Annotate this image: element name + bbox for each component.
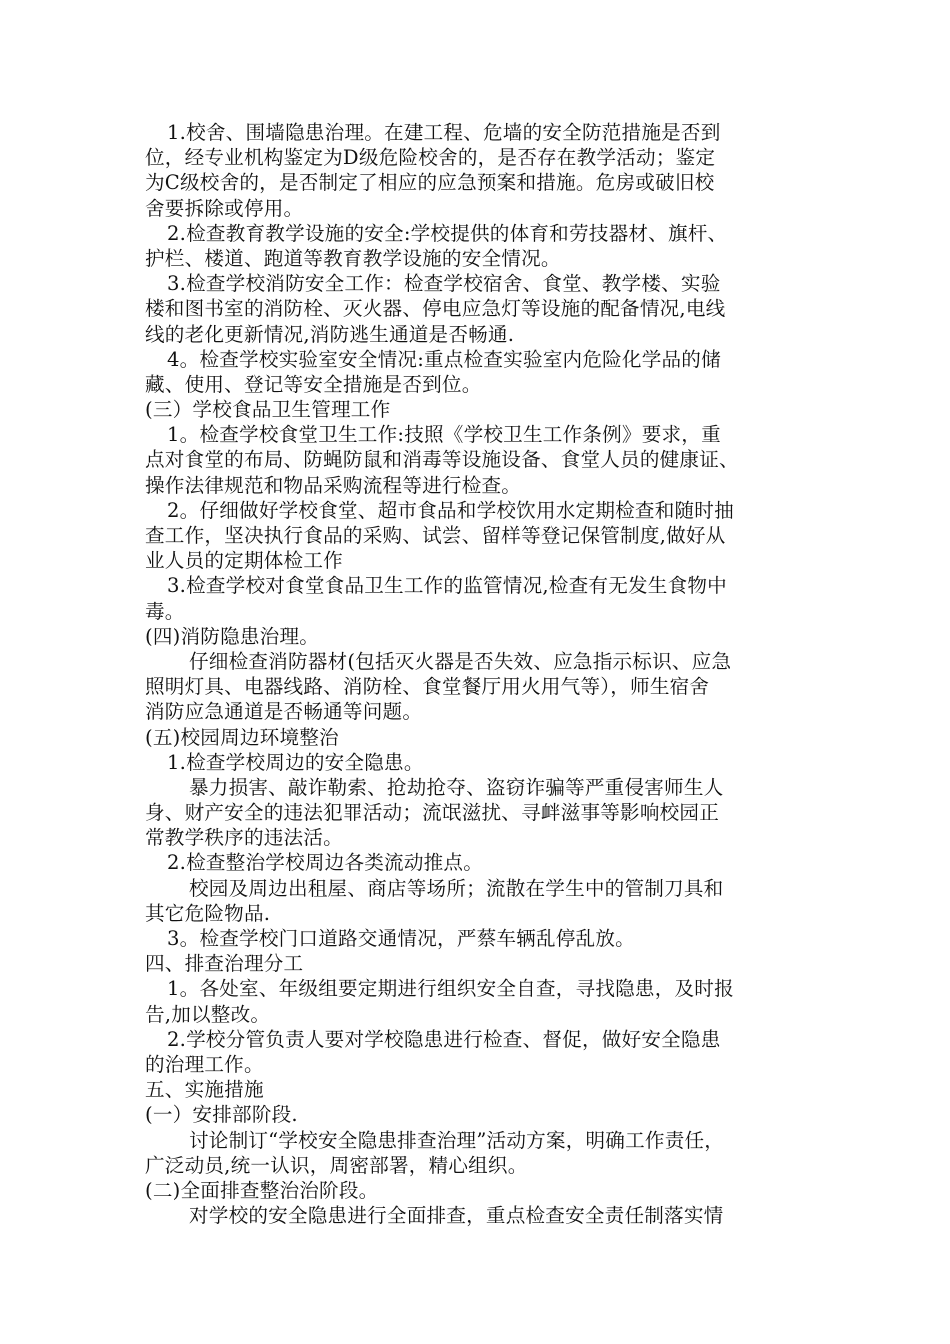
text-line: 1.检查学校周边的安全隐患。 bbox=[167, 750, 424, 774]
text-line: 3.检查学校对食堂食品卫生工作的监管情况,检查有无发生食物中 bbox=[167, 574, 727, 598]
text-line: 的治理工作。 bbox=[145, 1052, 264, 1076]
text-line: 业人员的定期体检工作 bbox=[145, 549, 343, 573]
text-line: 常教学秩序的违法活。 bbox=[145, 826, 343, 850]
text-line: 4。检查学校实验室安全情况:重点检查实验室内危险化学品的储 bbox=[167, 347, 721, 371]
text-line: 广泛动员,统一认识，周密部署，精心组织。 bbox=[145, 1153, 528, 1177]
text-line: (四)消防隐患治理。 bbox=[145, 624, 320, 648]
text-line: 3。检查学校门口道路交通情况，严蔡车辆乱停乱放。 bbox=[167, 927, 635, 950]
text-line: 楼和图书室的消防栓、灭火器、停电应急灯等设施的配备情况,电线 bbox=[145, 297, 726, 321]
text-line: 舍要拆除或停用。 bbox=[145, 196, 304, 220]
text-line: 仔细检查消防器材(包括灭火器是否失效、应急指示标识、应急 bbox=[189, 649, 732, 673]
text-line: 消防应急通道是否畅通等问题。 bbox=[145, 700, 423, 724]
text-line: (五)校园周边环境整治 bbox=[145, 725, 339, 749]
text-line: 2。仔细做好学校食堂、超市食品和学校饮用水定期检查和随时抽 bbox=[167, 498, 734, 522]
text-line: 位，经专业机构鉴定为D级危险校舍的，是否存在教学活动；鉴定 bbox=[145, 146, 716, 170]
text-line: 3.检查学校消防安全工作：检查学校宿舍、食堂、教学楼、实验 bbox=[167, 272, 721, 296]
text-line: 暴力损害、敲诈勒索、抢劫抢夺、盗窃诈骗等严重侵害师生人 bbox=[189, 775, 724, 799]
text-line: (二)全面排查整治治阶段。 bbox=[145, 1178, 379, 1202]
text-line: 为C级校舍的，是否制定了相应的应急预案和措施。危房或破旧校 bbox=[145, 171, 715, 195]
text-line: 告,加以整改。 bbox=[145, 1002, 271, 1026]
text-line: 1.校舍、围墙隐患治理。在建工程、危墙的安全防范措施是否到 bbox=[167, 121, 721, 144]
text-line: 其它危险物品. bbox=[145, 901, 271, 925]
text-line: (三）学校食品卫生管理工作 bbox=[145, 398, 391, 422]
text-line: 1。各处室、年级组要定期进行组织安全自查，寻找隐患，及时报 bbox=[167, 977, 734, 1001]
text-line: (一）安排部阶段. bbox=[145, 1103, 298, 1127]
text-line: 校园及周边出租屋、商店等场所；流散在学生中的管制刀具和 bbox=[189, 876, 724, 900]
document-body bbox=[145, 120, 810, 1228]
text-line: 查工作，坚决执行食品的采购、试尝、留样等登记保管制度,做好从 bbox=[145, 524, 726, 547]
text-line: 2.学校分管负责人要对学校隐患进行检查、督促，做好安全隐患 bbox=[167, 1027, 721, 1051]
text-line: 四、排查治理分工 bbox=[145, 952, 304, 976]
text-line: 五、实施措施 bbox=[145, 1078, 264, 1102]
text-line: 毒。 bbox=[145, 599, 185, 623]
text-line: 身、财产安全的违法犯罪活动；流氓滋扰、寻衅滋事等影响校园正 bbox=[145, 801, 720, 825]
text-line: 点对食堂的布局、防蝇防鼠和消毒等设施设备、食堂人员的健康证、 bbox=[145, 448, 739, 472]
text-line: 2.检查整治学校周边各类流动推点。 bbox=[167, 851, 484, 875]
text-line: 对学校的安全隐患进行全面排查，重点检查安全责任制落实情 bbox=[189, 1204, 724, 1228]
text-line: 1。检查学校食堂卫生工作:技照《学校卫生工作条例》要求，重 bbox=[167, 423, 721, 447]
text-line: 照明灯具、电器线路、消防栓、食堂餐厅用火用气等），师生宿舍 bbox=[145, 675, 710, 699]
text-line: 藏、使用、登记等安全措施是否到位。 bbox=[145, 372, 482, 396]
text-line: 操作法律规范和物品采购流程等进行检查。 bbox=[145, 473, 522, 497]
text-line: 讨论制订“学校安全隐患排查治理”活动方案，明确工作责任， bbox=[189, 1128, 725, 1152]
text-line: 线的老化更新情况,消防逃生通道是否畅通. bbox=[145, 322, 515, 346]
text-line: 2.检查教育教学设施的安全:学校提供的体育和劳技器材、旗杆、 bbox=[167, 221, 728, 245]
text-line: 护栏、楼道、跑道等教育教学设施的安全情况。 bbox=[145, 246, 561, 270]
